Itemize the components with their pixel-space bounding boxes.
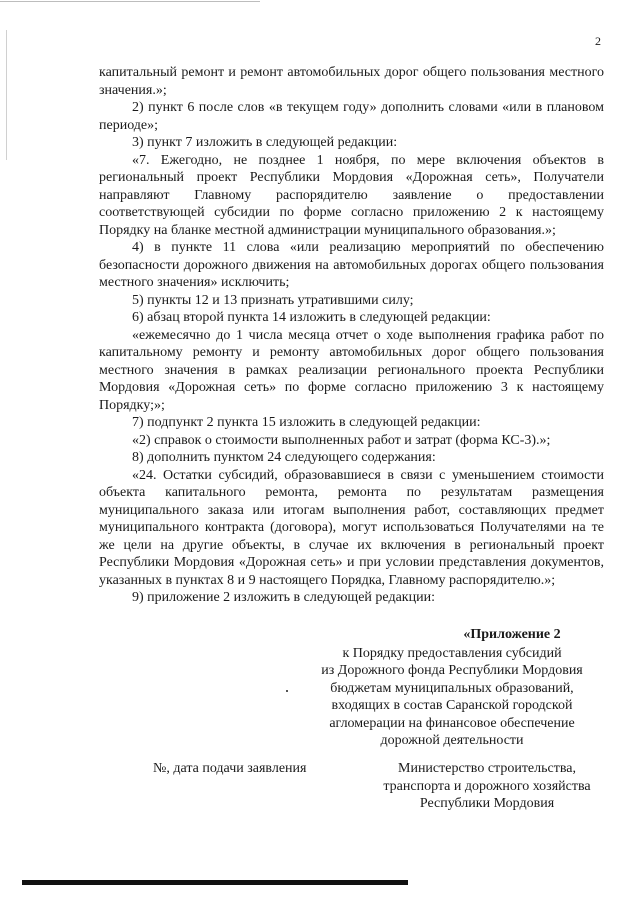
paragraph-quote-14: «ежемесячно до 1 числа месяца отчет о ходе выполнения графика работ по капитальному ремонту и ремонту автомобильных дорог общего пользования местного значения в рамках реализации регионального проекта Республики Мордовия «Дорожная сеть» по форме согласно приложению 3 к настоящему Порядку;»; [99,327,604,413]
ministry-line: Республики Мордовия [419,796,555,811]
appendix-line: к Порядку предоставления субсидий [342,645,562,661]
paragraph-item-3: 3) пункт 7 изложить в следующей редакции: [132,135,398,150]
ministry-line: Министерство строительства, [398,761,576,776]
paragraph-quote-7: «7. Ежегодно, не позднее 1 ноября, по мере включения объектов в региональный проект Республики Мордовия «Дорожная сеть», Получатели направляют Главному распорядителю заявление о предоставлении соответствующей субсидии по форме согласно приложению 2 к настоящему Порядку на бланке местной администрации муниципального образования.»; [99,152,604,238]
paragraph-item-2: 2) пункт 6 после слов «в текущем году» дополнить словами «или в плановом периоде»; [99,100,604,133]
scan-margin-mark [6,30,7,160]
page-number: 2 [595,34,601,48]
paragraph-item-4: 4) в пункте 11 слова «или реализацию мероприятий по обеспечению безопасности дорожного движения на автомобильных дорогах общего пользования местного значения» исключить; [99,240,604,290]
appendix-line: входящих в состав Саранской городской [331,698,573,713]
scan-bottom-bar [22,880,408,885]
paragraph-item-5: 5) пункты 12 и 13 признать утратившими силу; [132,292,414,308]
document-body [99,64,604,607]
ministry-addressee [370,760,604,813]
paragraph-item-8: 8) дополнить пунктом 24 следующего содержания: [132,450,436,465]
appendix-line: из Дорожного фонда Республики Мордовия [321,663,583,678]
appendix-heading-block [300,626,604,750]
scan-speck [286,690,288,692]
ministry-line: транспорта и дорожного хозяйства [383,778,591,794]
paragraph-item-7: 7) подпункт 2 пункта 15 изложить в следующей редакции: [132,415,481,430]
paragraph-quote-24: «24. Остатки субсидий, образовавшиеся в связи с уменьшением стоимости объекта капитального ремонта, ремонта по результатам размещения муниципального заказа или итогам выполнения работ, составляющих предмет муниципального контракта (договора), могут использоваться Получателями на те же цели на другие объекты, в случае их включения в региональный проект Республики Мордовия «Дорожная сеть» и при условии представления документов, указанных в пунктах 8 и 9 настоящего Порядка, Главному распорядителю.»; [99,467,604,588]
appendix-line: дорожной деятельности [380,733,524,748]
paragraph-quote-15: «2) справок о стоимости выполненных работ и затрат (форма КС-3).»; [132,432,551,448]
application-date-label: №, дата подачи заявления [153,761,307,776]
paragraph-continuation: капитальный ремонт и ремонт автомобильных дорог общего пользования местного значения.»; [99,65,604,98]
paragraph-item-6: 6) абзац второй пункта 14 изложить в следующей редакции: [132,310,491,325]
appendix-line: агломерации на финансовое обеспечение [329,715,575,731]
appendix-title: «Приложение 2 [463,627,561,642]
appendix-line: бюджетам муниципальных образований, [330,680,574,696]
paragraph-item-9: 9) приложение 2 изложить в следующей редакции: [132,590,435,605]
scan-edge-line [0,1,260,2]
